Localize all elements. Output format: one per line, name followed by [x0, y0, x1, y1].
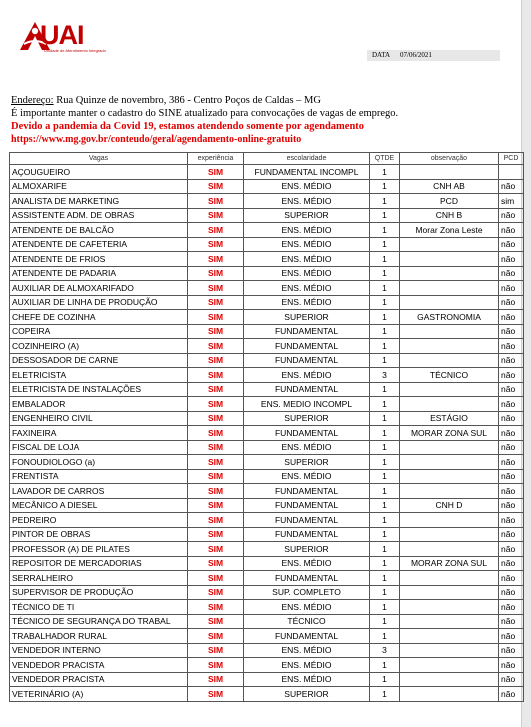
table-row	[10, 252, 524, 267]
quantity-cell: 1	[370, 397, 400, 412]
table-row	[10, 194, 524, 209]
observation-cell	[400, 324, 499, 339]
table-row	[10, 295, 524, 310]
quantity-cell: 1	[370, 339, 400, 354]
education-cell: ENS. MÉDIO	[244, 658, 370, 673]
education-cell: SUPERIOR	[244, 455, 370, 470]
job-title-cell: COZINHEIRO (A)	[10, 339, 188, 354]
education-cell: FUNDAMENTAL	[244, 498, 370, 513]
quantity-cell: 1	[370, 310, 400, 325]
pcd-cell: não	[499, 643, 524, 658]
experience-cell: SIM	[188, 397, 244, 412]
pcd-cell: não	[499, 455, 524, 470]
observation-cell	[400, 266, 499, 281]
job-title-cell: FISCAL DE LOJA	[10, 440, 188, 455]
table-row	[10, 687, 524, 702]
experience-cell: SIM	[188, 208, 244, 223]
observation-cell: Morar Zona Leste	[400, 223, 499, 238]
observation-cell	[400, 513, 499, 528]
job-title-cell: ENGENHEIRO CIVIL	[10, 411, 188, 426]
table-row	[10, 208, 524, 223]
observation-cell	[400, 469, 499, 484]
pcd-cell	[499, 165, 524, 180]
observation-cell	[400, 658, 499, 673]
table-row	[10, 658, 524, 673]
pcd-cell: não	[499, 585, 524, 600]
experience-cell: SIM	[188, 672, 244, 687]
job-title-cell: ATENDENTE DE PADARIA	[10, 266, 188, 281]
job-title-cell: ASSISTENTE ADM. DE OBRAS	[10, 208, 188, 223]
education-cell: FUNDAMENTAL	[244, 324, 370, 339]
observation-cell: MORAR ZONA SUL	[400, 556, 499, 571]
job-title-cell: REPOSITOR DE MERCADORIAS	[10, 556, 188, 571]
education-cell: SUPERIOR	[244, 310, 370, 325]
address-text: Rua Quinze de novembro, 386 - Centro Poços de Caldas – MG	[53, 95, 321, 106]
experience-cell: SIM	[188, 687, 244, 702]
experience-cell: SIM	[188, 484, 244, 499]
pcd-cell: não	[499, 339, 524, 354]
experience-cell: SIM	[188, 295, 244, 310]
experience-cell: SIM	[188, 643, 244, 658]
quantity-cell: 1	[370, 629, 400, 644]
experience-cell: SIM	[188, 339, 244, 354]
pcd-cell: não	[499, 672, 524, 687]
job-title-cell: TÉCNICO DE TI	[10, 600, 188, 615]
header-observacao: observação	[400, 153, 499, 165]
job-title-cell: VETERINÁRIO (A)	[10, 687, 188, 702]
education-cell: TÉCNICO	[244, 614, 370, 629]
table-row	[10, 672, 524, 687]
experience-cell: SIM	[188, 571, 244, 586]
job-title-cell: ATENDENTE DE FRIOS	[10, 252, 188, 267]
experience-cell: SIM	[188, 513, 244, 528]
pcd-cell: não	[499, 571, 524, 586]
quantity-cell: 1	[370, 687, 400, 702]
education-cell: SUPERIOR	[244, 411, 370, 426]
experience-cell: SIM	[188, 455, 244, 470]
table-row	[10, 324, 524, 339]
table-header-row	[10, 153, 524, 165]
job-title-cell: VENDEDOR INTERNO	[10, 643, 188, 658]
observation-cell: MORAR ZONA SUL	[400, 426, 499, 441]
job-title-cell: ATENDENTE DE BALCÃO	[10, 223, 188, 238]
quantity-cell: 1	[370, 672, 400, 687]
observation-cell	[400, 527, 499, 542]
table-row	[10, 397, 524, 412]
education-cell: ENS. MÉDIO	[244, 179, 370, 194]
experience-cell: SIM	[188, 600, 244, 615]
experience-cell: SIM	[188, 194, 244, 209]
job-title-cell: ANALISTA DE MARKETING	[10, 194, 188, 209]
table-row	[10, 223, 524, 238]
job-title-cell: AÇOUGUEIRO	[10, 165, 188, 180]
observation-cell	[400, 455, 499, 470]
education-cell: FUNDAMENTAL	[244, 339, 370, 354]
job-title-cell: SUPERVISOR DE PRODUÇÃO	[10, 585, 188, 600]
experience-cell: SIM	[188, 585, 244, 600]
observation-cell	[400, 629, 499, 644]
pcd-cell: não	[499, 295, 524, 310]
job-title-cell: ATENDENTE DE CAFETERIA	[10, 237, 188, 252]
job-title-cell: MECÂNICO A DIESEL	[10, 498, 188, 513]
table-row	[10, 469, 524, 484]
date-bar	[367, 50, 500, 61]
table-row	[10, 266, 524, 281]
education-cell: ENS. MÉDIO	[244, 600, 370, 615]
pcd-cell: não	[499, 687, 524, 702]
table-row	[10, 179, 524, 194]
observation-cell	[400, 571, 499, 586]
table-row	[10, 629, 524, 644]
experience-cell: SIM	[188, 527, 244, 542]
experience-cell: SIM	[188, 324, 244, 339]
education-cell: ENS. MÉDIO	[244, 266, 370, 281]
quantity-cell: 1	[370, 571, 400, 586]
table-row	[10, 484, 524, 499]
education-cell: ENS. MÉDIO	[244, 252, 370, 267]
job-title-cell: FAXINEIRA	[10, 426, 188, 441]
education-cell: ENS. MÉDIO	[244, 237, 370, 252]
pcd-cell: não	[499, 179, 524, 194]
pcd-cell: não	[499, 368, 524, 383]
table-row	[10, 527, 524, 542]
experience-cell: SIM	[188, 614, 244, 629]
quantity-cell: 1	[370, 281, 400, 296]
job-title-cell: SERRALHEIRO	[10, 571, 188, 586]
header-qtde: QTDE	[370, 153, 400, 165]
experience-cell: SIM	[188, 165, 244, 180]
pcd-cell: não	[499, 542, 524, 557]
pcd-cell: não	[499, 614, 524, 629]
experience-cell: SIM	[188, 469, 244, 484]
job-title-cell: FRENTISTA	[10, 469, 188, 484]
job-title-cell: EMBALADOR	[10, 397, 188, 412]
observation-cell	[400, 397, 499, 412]
pcd-cell: não	[499, 527, 524, 542]
quantity-cell: 1	[370, 614, 400, 629]
observation-cell: TÉCNICO	[400, 368, 499, 383]
pcd-cell: não	[499, 252, 524, 267]
job-title-cell: TÉCNICO DE SEGURANÇA DO TRABAL	[10, 614, 188, 629]
pcd-cell: não	[499, 310, 524, 325]
quantity-cell: 1	[370, 165, 400, 180]
observation-cell	[400, 237, 499, 252]
education-cell: FUNDAMENTAL	[244, 382, 370, 397]
pcd-cell: não	[499, 208, 524, 223]
quantity-cell: 1	[370, 295, 400, 310]
education-cell: FUNDAMENTAL	[244, 571, 370, 586]
table-row	[10, 571, 524, 586]
pcd-cell: não	[499, 237, 524, 252]
education-cell: ENS. MÉDIO	[244, 643, 370, 658]
experience-cell: SIM	[188, 368, 244, 383]
header-experiencia: experiência	[188, 153, 244, 165]
experience-cell: SIM	[188, 266, 244, 281]
experience-cell: SIM	[188, 498, 244, 513]
experience-cell: SIM	[188, 629, 244, 644]
job-title-cell: PEDREIRO	[10, 513, 188, 528]
job-title-cell: LAVADOR DE CARROS	[10, 484, 188, 499]
pcd-cell: não	[499, 484, 524, 499]
job-title-cell: FONOUDIOLOGO (a)	[10, 455, 188, 470]
experience-cell: SIM	[188, 353, 244, 368]
pcd-cell: não	[499, 556, 524, 571]
quantity-cell: 1	[370, 179, 400, 194]
education-cell: ENS. MÉDIO	[244, 223, 370, 238]
pcd-cell: não	[499, 397, 524, 412]
quantity-cell: 1	[370, 237, 400, 252]
observation-cell: ESTÁGIO	[400, 411, 499, 426]
quantity-cell: 3	[370, 368, 400, 383]
job-title-cell: AUXILIAR DE LINHA DE PRODUÇÃO	[10, 295, 188, 310]
quantity-cell: 1	[370, 266, 400, 281]
job-title-cell: DESSOSADOR DE CARNE	[10, 353, 188, 368]
quantity-cell: 1	[370, 223, 400, 238]
job-title-cell: VENDEDOR PRACISTA	[10, 658, 188, 673]
table-row	[10, 382, 524, 397]
experience-cell: SIM	[188, 440, 244, 455]
pcd-cell: não	[499, 600, 524, 615]
table-row	[10, 643, 524, 658]
pcd-cell: não	[499, 469, 524, 484]
education-cell: FUNDAMENTAL	[244, 629, 370, 644]
quantity-cell: 1	[370, 411, 400, 426]
education-cell: FUNDAMENTAL	[244, 426, 370, 441]
quantity-cell: 1	[370, 542, 400, 557]
pcd-cell: sim	[499, 194, 524, 209]
quantity-cell: 1	[370, 440, 400, 455]
education-cell: FUNDAMENTAL	[244, 513, 370, 528]
observation-cell	[400, 440, 499, 455]
table-row	[10, 237, 524, 252]
quantity-cell: 1	[370, 498, 400, 513]
job-title-cell: PINTOR DE OBRAS	[10, 527, 188, 542]
education-cell: ENS. MÉDIO	[244, 281, 370, 296]
pcd-cell: não	[499, 498, 524, 513]
experience-cell: SIM	[188, 223, 244, 238]
observation-cell	[400, 585, 499, 600]
education-cell: SUP. COMPLETO	[244, 585, 370, 600]
table-row	[10, 353, 524, 368]
scheduling-link[interactable]: https://www.mg.gov.br/conteudo/geral/agendamento-online-gratuito	[11, 134, 302, 145]
table-row	[10, 513, 524, 528]
quantity-cell: 1	[370, 658, 400, 673]
education-cell: ENS. MEDIO INCOMPL	[244, 397, 370, 412]
quantity-cell: 1	[370, 382, 400, 397]
observation-cell	[400, 672, 499, 687]
table-row	[10, 339, 524, 354]
education-cell: SUPERIOR	[244, 542, 370, 557]
pcd-cell: não	[499, 440, 524, 455]
table-row	[10, 498, 524, 513]
address-line	[11, 94, 321, 107]
education-cell: FUNDAMENTAL	[244, 527, 370, 542]
experience-cell: SIM	[188, 281, 244, 296]
education-cell: SUPERIOR	[244, 687, 370, 702]
pcd-cell: não	[499, 382, 524, 397]
education-cell: SUPERIOR	[244, 208, 370, 223]
pcd-cell: não	[499, 266, 524, 281]
job-title-cell: ELETRICISTA DE INSTALAÇÕES	[10, 382, 188, 397]
experience-cell: SIM	[188, 382, 244, 397]
observation-cell	[400, 295, 499, 310]
quantity-cell: 1	[370, 194, 400, 209]
observation-cell	[400, 382, 499, 397]
experience-cell: SIM	[188, 237, 244, 252]
observation-cell	[400, 600, 499, 615]
education-cell: ENS. MÉDIO	[244, 440, 370, 455]
pcd-cell: não	[499, 353, 524, 368]
experience-cell: SIM	[188, 252, 244, 267]
quantity-cell: 1	[370, 527, 400, 542]
observation-cell	[400, 687, 499, 702]
experience-cell: SIM	[188, 310, 244, 325]
pcd-cell: não	[499, 629, 524, 644]
quantity-cell: 3	[370, 643, 400, 658]
education-cell: ENS. MÉDIO	[244, 368, 370, 383]
table-row	[10, 600, 524, 615]
header-escolaridade: escolaridade	[244, 153, 370, 165]
address-label: Endereço:	[11, 95, 54, 106]
quantity-cell: 1	[370, 426, 400, 441]
job-title-cell: PROFESSOR (A) DE PILATES	[10, 542, 188, 557]
experience-cell: SIM	[188, 426, 244, 441]
table-row	[10, 585, 524, 600]
quantity-cell: 1	[370, 252, 400, 267]
observation-cell: GASTRONOMIA	[400, 310, 499, 325]
experience-cell: SIM	[188, 542, 244, 557]
observation-cell	[400, 614, 499, 629]
pcd-cell: não	[499, 658, 524, 673]
pcd-cell: não	[499, 513, 524, 528]
quantity-cell: 1	[370, 556, 400, 571]
table-row	[10, 281, 524, 296]
job-title-cell: AUXILIAR DE ALMOXARIFADO	[10, 281, 188, 296]
brand-subtitle: Unidade de Atendimento Integrado	[44, 48, 106, 53]
experience-cell: SIM	[188, 411, 244, 426]
pcd-cell: não	[499, 324, 524, 339]
date-label: DATA	[372, 51, 391, 59]
pcd-cell: não	[499, 426, 524, 441]
table-row	[10, 310, 524, 325]
education-cell: ENS. MÉDIO	[244, 194, 370, 209]
quantity-cell: 1	[370, 455, 400, 470]
job-vacancies-table	[9, 152, 524, 702]
job-title-cell: TRABALHADOR RURAL	[10, 629, 188, 644]
table-row	[10, 368, 524, 383]
observation-cell	[400, 252, 499, 267]
quantity-cell: 1	[370, 484, 400, 499]
education-cell: ENS. MÉDIO	[244, 295, 370, 310]
pcd-cell: não	[499, 411, 524, 426]
experience-cell: SIM	[188, 556, 244, 571]
quantity-cell: 1	[370, 513, 400, 528]
job-title-cell: ELETRICISTA	[10, 368, 188, 383]
observation-cell	[400, 542, 499, 557]
table-row	[10, 614, 524, 629]
observation-cell: CNH B	[400, 208, 499, 223]
header-vagas: Vagas	[10, 153, 188, 165]
education-cell: FUNDAMENTAL	[244, 484, 370, 499]
observation-cell	[400, 339, 499, 354]
pcd-cell: não	[499, 281, 524, 296]
observation-cell	[400, 484, 499, 499]
quantity-cell: 1	[370, 324, 400, 339]
observation-cell: CNH AB	[400, 179, 499, 194]
brand-name: UAI	[40, 20, 84, 50]
notice-line: É importante manter o cadastro do SINE atualizado para convocações de vagas de emprego.	[11, 108, 399, 119]
experience-cell: SIM	[188, 658, 244, 673]
observation-cell: PCD	[400, 194, 499, 209]
covid-notice: Devido a pandemia da Covid 19, estamos atendendo somente por agendamento	[11, 121, 365, 132]
observation-cell	[400, 643, 499, 658]
quantity-cell: 1	[370, 585, 400, 600]
pcd-cell: não	[499, 223, 524, 238]
education-cell: FUNDAMENTAL	[244, 353, 370, 368]
job-title-cell: ALMOXARIFE	[10, 179, 188, 194]
education-cell: ENS. MÉDIO	[244, 672, 370, 687]
header-pcd: PCD	[499, 153, 524, 165]
table-row	[10, 411, 524, 426]
experience-cell: SIM	[188, 179, 244, 194]
quantity-cell: 1	[370, 208, 400, 223]
education-cell: ENS. MÉDIO	[244, 556, 370, 571]
education-cell: FUNDAMENTAL INCOMPL	[244, 165, 370, 180]
table-row	[10, 165, 524, 180]
observation-cell	[400, 281, 499, 296]
quantity-cell: 1	[370, 469, 400, 484]
table-row	[10, 556, 524, 571]
education-cell: ENS. MÉDIO	[244, 469, 370, 484]
observation-cell	[400, 165, 499, 180]
quantity-cell: 1	[370, 353, 400, 368]
job-title-cell: CHEFE DE COZINHA	[10, 310, 188, 325]
table-row	[10, 542, 524, 557]
table-row	[10, 455, 524, 470]
job-title-cell: COPEIRA	[10, 324, 188, 339]
observation-cell: CNH D	[400, 498, 499, 513]
date-value: 07/06/2021	[400, 51, 432, 59]
table-row	[10, 426, 524, 441]
quantity-cell: 1	[370, 600, 400, 615]
job-title-cell: VENDEDOR PRACISTA	[10, 672, 188, 687]
observation-cell	[400, 353, 499, 368]
table-row	[10, 440, 524, 455]
